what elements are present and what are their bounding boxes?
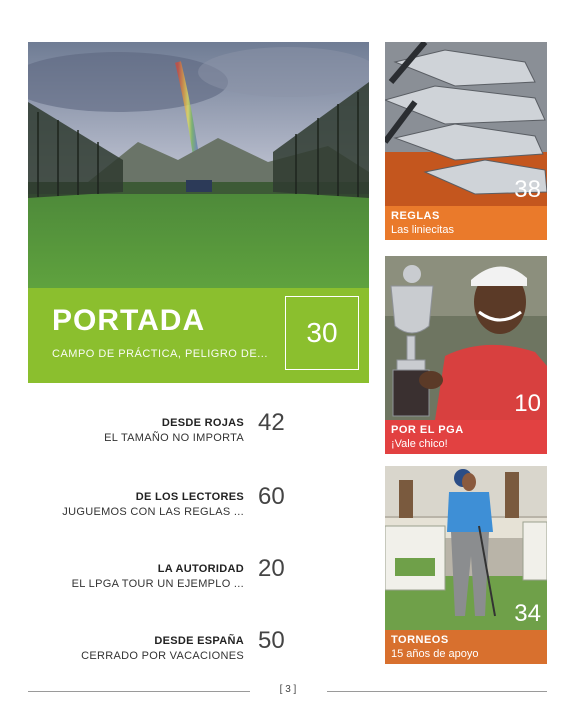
index-entry-text xyxy=(104,417,244,444)
index-entry-page-number: 42 xyxy=(258,409,285,436)
card-reglas-page-number: 38 xyxy=(514,176,541,203)
card-reglas-subtitle: Las liniecitas xyxy=(391,224,454,236)
index-entry-subtitle: EL LPGA TOUR UN EJEMPLO ... xyxy=(71,578,244,590)
card-pga-page-number: 10 xyxy=(514,390,541,417)
index-entry-subtitle: CERRADO POR VACACIONES xyxy=(81,650,244,662)
card-reglas-band xyxy=(385,206,547,240)
cover-page-number: 30 xyxy=(306,317,338,348)
footer-page-number: [ 3 ] xyxy=(279,684,297,695)
card-torneos[interactable] xyxy=(385,466,547,664)
index-entry-page-number: 60 xyxy=(258,483,285,510)
cover-title: PORTADA xyxy=(52,304,206,337)
cover-subtitle: CAMPO DE PRÁCTICA, PELIGRO DE... xyxy=(52,348,268,360)
index-entry[interactable] xyxy=(28,627,348,675)
index-entry[interactable] xyxy=(28,483,348,531)
index-entry-text xyxy=(62,491,244,518)
footer-divider-left xyxy=(28,691,250,692)
index-entry-page-number: 50 xyxy=(258,627,285,654)
cover-page-box xyxy=(285,296,359,370)
footer-divider-right xyxy=(327,691,547,692)
index-entry[interactable] xyxy=(28,555,348,603)
index-entry-page-number: 20 xyxy=(258,555,285,582)
index-entry-title: DESDE ESPAÑA xyxy=(154,635,244,647)
card-reglas-title: REGLAS xyxy=(391,210,440,222)
index-entry-text xyxy=(72,563,244,590)
card-por-el-pga[interactable] xyxy=(385,256,547,454)
index-entry-title: LA AUTORIDAD xyxy=(157,563,244,575)
card-reglas[interactable] xyxy=(385,42,547,240)
card-pga-subtitle: ¡Vale chico! xyxy=(391,438,448,450)
card-torneos-band xyxy=(385,630,547,664)
card-pga-band xyxy=(385,420,547,454)
index-entry[interactable] xyxy=(28,409,348,457)
cover-caption-band xyxy=(28,288,369,383)
index-entry-title: DESDE ROJAS xyxy=(161,417,244,429)
index-entry-subtitle: JUGUEMOS CON LAS REGLAS ... xyxy=(62,506,244,518)
card-torneos-page-number: 34 xyxy=(514,600,541,627)
index-entry-text xyxy=(81,635,244,662)
index-entry-subtitle: EL TAMAÑO NO IMPORTA xyxy=(104,432,244,444)
card-torneos-title: TORNEOS xyxy=(391,634,449,646)
cover-photo-driving-range xyxy=(28,42,369,288)
cover-feature[interactable] xyxy=(28,42,369,383)
index-entry-title: DE LOS LECTORES xyxy=(135,491,244,503)
card-pga-title: POR EL PGA xyxy=(391,424,464,436)
card-torneos-subtitle: 15 años de apoyo xyxy=(391,648,479,660)
